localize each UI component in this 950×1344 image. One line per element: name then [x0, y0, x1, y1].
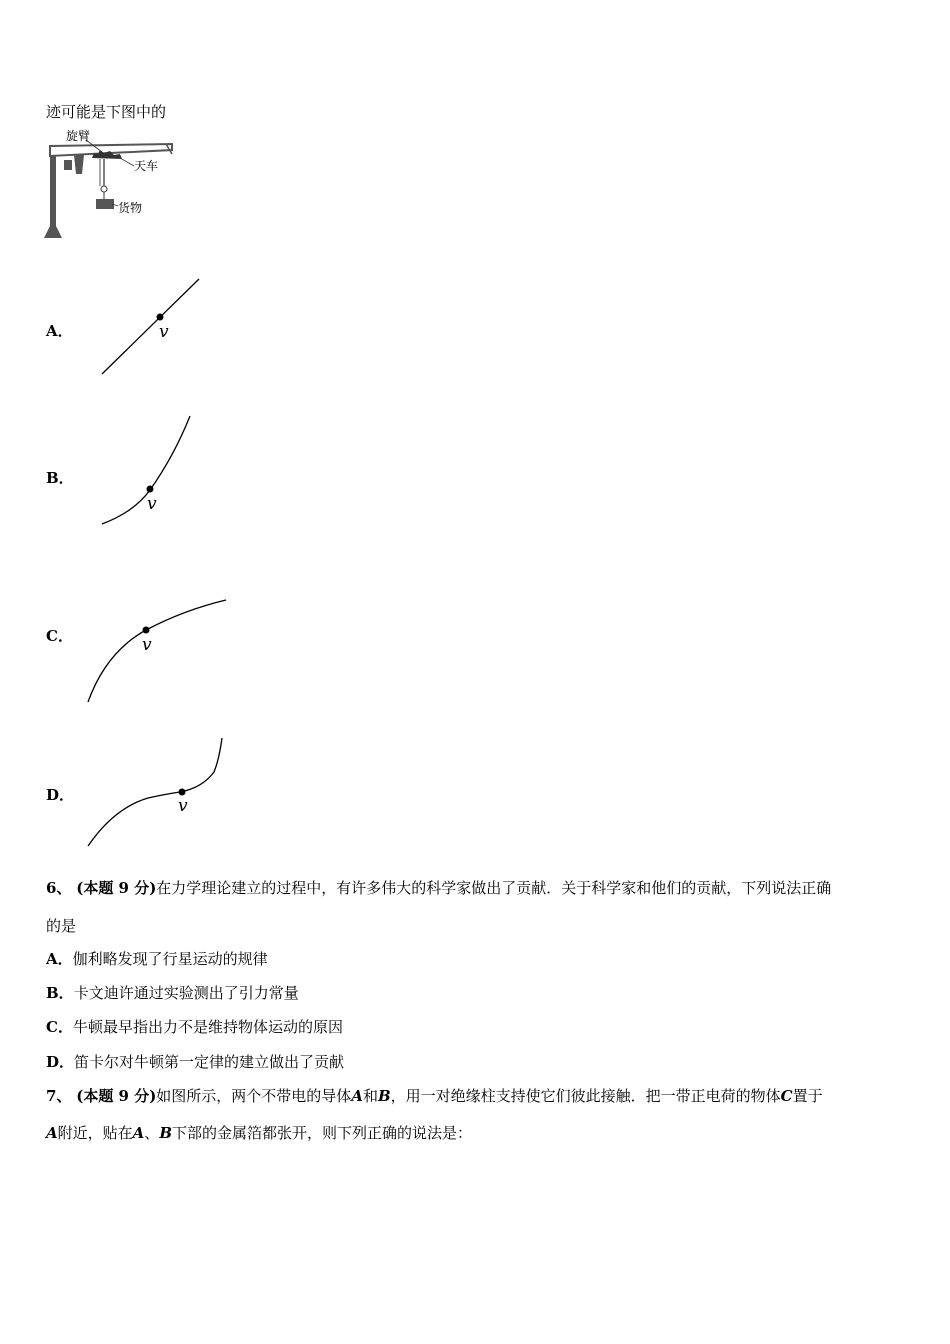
q6-stem-line2: 的是 — [46, 917, 77, 935]
option-c-label: C． — [46, 627, 73, 645]
option-d-label: D． — [46, 786, 75, 804]
crane-tower — [50, 146, 56, 230]
trajectory-curve — [88, 738, 222, 846]
velocity-point — [157, 314, 164, 321]
trolley-label: 天车 — [134, 159, 159, 173]
q6-option-b: B．卡文迪许通过实验测出了引力常量 — [46, 984, 299, 1002]
option-b-label: B． — [46, 469, 74, 487]
velocity-label: v — [147, 494, 157, 514]
trajectory-curve — [102, 416, 190, 524]
cargo-box — [96, 199, 114, 209]
q7-number: 7、 — [46, 1087, 72, 1105]
crane-base — [44, 226, 62, 238]
velocity-label: v — [159, 322, 169, 342]
trajectory-line — [102, 279, 199, 374]
option-a-graph — [96, 274, 216, 378]
option-b-graph — [96, 412, 206, 528]
intro-text: 迹可能是下图中的 — [46, 103, 167, 121]
crane-counterweight — [74, 155, 84, 174]
q7-stem-line2: A附近，贴在A、B下部的金属箔都张开，则下列正确的说法是： — [46, 1124, 473, 1142]
velocity-label: v — [178, 796, 188, 816]
q6-option-a: A．伽利略发现了行星运动的规律 — [46, 950, 268, 968]
option-c-graph — [84, 596, 234, 706]
cargo-label: 货物 — [118, 201, 143, 215]
arm-label: 旋臂 — [66, 129, 91, 143]
velocity-point — [143, 627, 150, 634]
velocity-label: v — [142, 635, 152, 655]
q6-points: (本题 9 分) — [76, 879, 157, 897]
option-d-graph — [84, 734, 234, 850]
q6-option-c: C．牛顿最早指出力不是维持物体运动的原因 — [46, 1018, 343, 1036]
q6-option-d: D．笛卡尔对牛顿第一定律的建立做出了贡献 — [46, 1053, 345, 1071]
trajectory-curve — [88, 600, 226, 702]
crane-figure — [40, 126, 180, 244]
q6-number: 6、 — [46, 879, 72, 897]
velocity-point — [179, 789, 186, 796]
option-a-label: A． — [46, 322, 73, 340]
q6-stem-line1 — [46, 878, 831, 898]
q7-points: (本题 9 分) — [76, 1087, 157, 1105]
q7-stem-line1: 7、 (本题 9 分)如图所示，两个不带电的导体A和B，用一对绝缘柱支持使它们彼此接触．把一带正电荷的物体C置于 — [46, 1087, 823, 1105]
q6-stem-text: 在力学理论建立的过程中，有许多伟大的科学家做出了贡献．关于科学家和他们的贡献，下列说法正确 — [156, 879, 832, 897]
velocity-point — [147, 486, 154, 493]
